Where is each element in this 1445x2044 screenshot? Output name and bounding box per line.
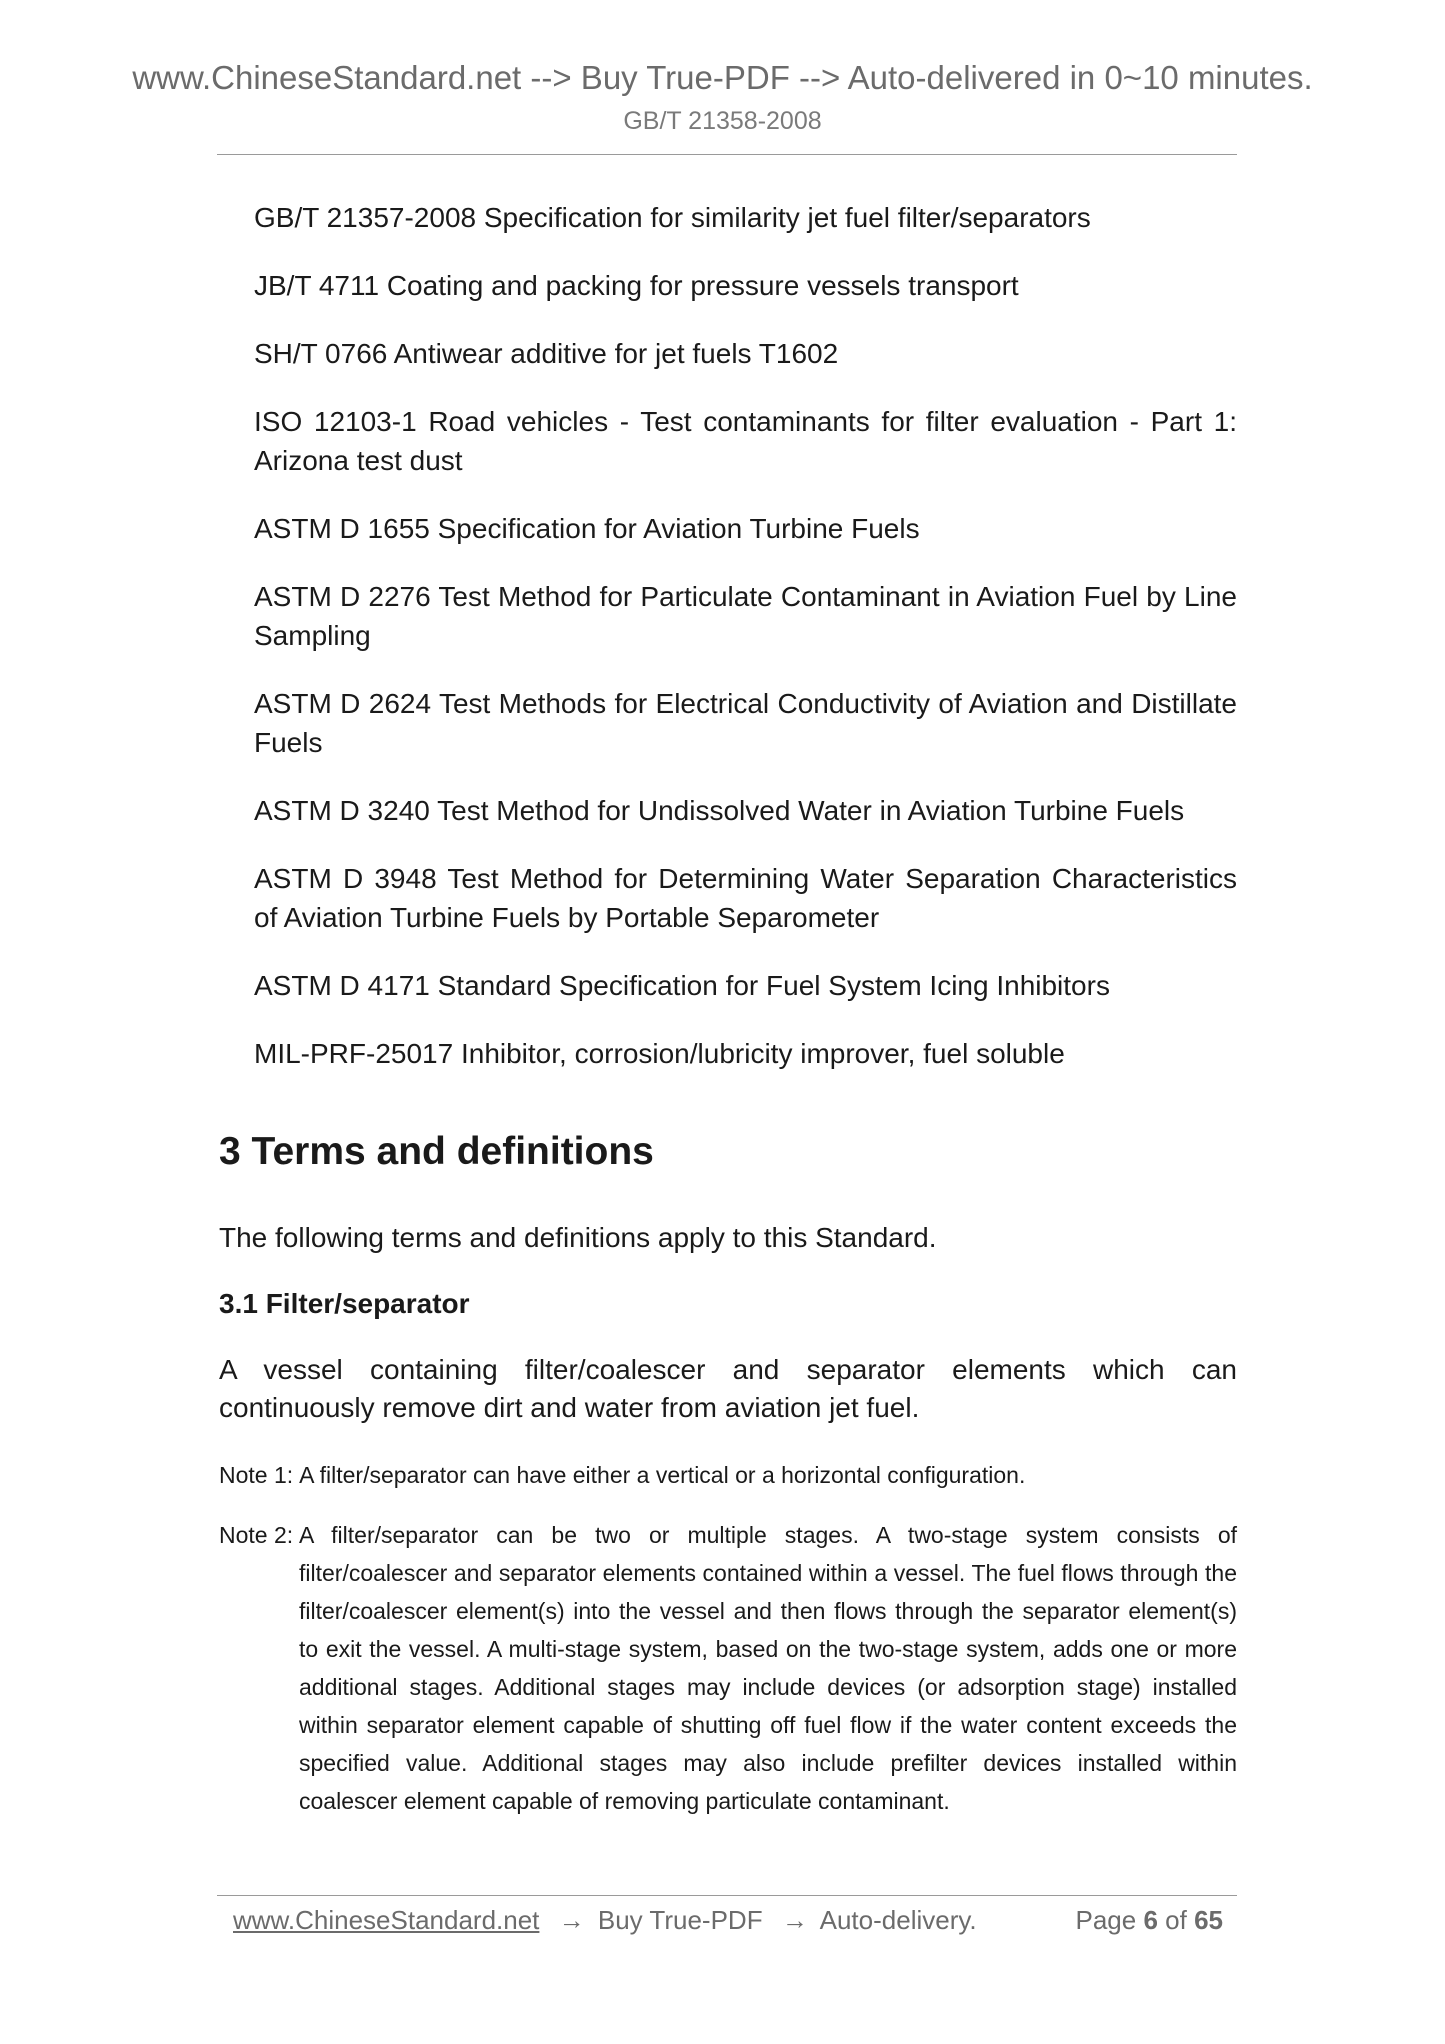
footer-buy-text: Buy True-PDF	[597, 1905, 763, 1935]
footer-delivery-text: Auto-delivery.	[819, 1905, 977, 1935]
reference-item: JB/T 4711 Coating and packing for pressure vessels transport	[254, 270, 1019, 301]
header-promo-line: www.ChineseStandard.net --> Buy True-PDF --> Auto-delivered in 0~10 minutes.	[132, 59, 1313, 96]
page-label: Page	[1075, 1905, 1137, 1935]
note-2	[219, 1516, 1237, 1820]
page-number	[1075, 1900, 1223, 1940]
reference-item: MIL-PRF-25017 Inhibitor, corrosion/lubricity improver, fuel soluble	[254, 1038, 1065, 1069]
arrow-right-icon: →	[781, 1905, 808, 1935]
reference-item: ASTM D 4171 Standard Specification for Fuel System Icing Inhibitors	[254, 970, 1110, 1001]
header-divider	[217, 154, 1237, 155]
page-current: 6	[1143, 1905, 1158, 1935]
header-standard-number: GB/T 21358-2008	[623, 107, 822, 135]
reference-item: ASTM D 1655 Specification for Aviation Turbine Fuels	[254, 513, 920, 544]
reference-item: ASTM D 2276 Test Method for Particulate Contaminant in Aviation Fuel by Line Sampling	[254, 581, 1237, 651]
note-2-text: A filter/separator can be two or multiple stages. A two-stage system consists of filter/coalescer and separator elements contained within a vessel. The fuel flows through the filter/coalescer element(s) into the vessel and then flows through the separator element(s) to exit the vessel. A multi-stage system, based on the two-stage system, adds one or more additional stages. Additional stages may include devices (or adsorption stage) installed within separator element capable of shutting off fuel flow if the water content exceeds the specified value. Additional stages may also include prefilter devices installed within coalescer element capable of removing particulate contaminant.	[299, 1522, 1237, 1814]
reference-item: ISO 12103-1 Road vehicles - Test contaminants for filter evaluation - Part 1: Arizona test dust	[254, 406, 1237, 476]
page-footer	[233, 1900, 1223, 1940]
reference-item: GB/T 21357-2008 Specification for similarity jet fuel filter/separators	[254, 202, 1091, 233]
page-of: of	[1165, 1905, 1187, 1935]
section-3-intro: The following terms and definitions apply to this Standard.	[219, 1222, 937, 1253]
page-header	[0, 56, 1445, 138]
document-body	[219, 198, 1237, 1842]
footer-links	[233, 1900, 983, 1940]
footer-divider	[217, 1895, 1237, 1896]
reference-item: ASTM D 3948 Test Method for Determining Water Separation Characteristics of Aviation Turbine Fuels by Portable Separometer	[254, 863, 1237, 933]
reference-item: ASTM D 2624 Test Methods for Electrical Conductivity of Aviation and Distillate Fuels	[254, 688, 1237, 758]
note-1	[219, 1456, 1237, 1494]
page-total: 65	[1194, 1905, 1223, 1935]
reference-item: ASTM D 3240 Test Method for Undissolved Water in Aviation Turbine Fuels	[254, 795, 1185, 826]
term-3-1-definition: A vessel containing filter/coalescer and separator elements which can continuously remove dirt and water from aviation jet fuel.	[219, 1354, 1237, 1423]
arrow-right-icon: →	[558, 1905, 585, 1935]
reference-item: SH/T 0766 Antiwear additive for jet fuels T1602	[254, 338, 839, 369]
note-1-label: Note 1:	[219, 1462, 294, 1488]
note-1-text: A filter/separator can have either a vertical or a horizontal configuration.	[299, 1462, 1026, 1488]
normative-references-list	[219, 198, 1237, 1073]
term-3-1-heading: 3.1 Filter/separator	[219, 1288, 470, 1319]
footer-site-link[interactable]: www.ChineseStandard.net	[233, 1905, 540, 1935]
note-2-label: Note 2:	[219, 1522, 294, 1548]
section-3-heading: 3 Terms and definitions	[219, 1130, 654, 1173]
